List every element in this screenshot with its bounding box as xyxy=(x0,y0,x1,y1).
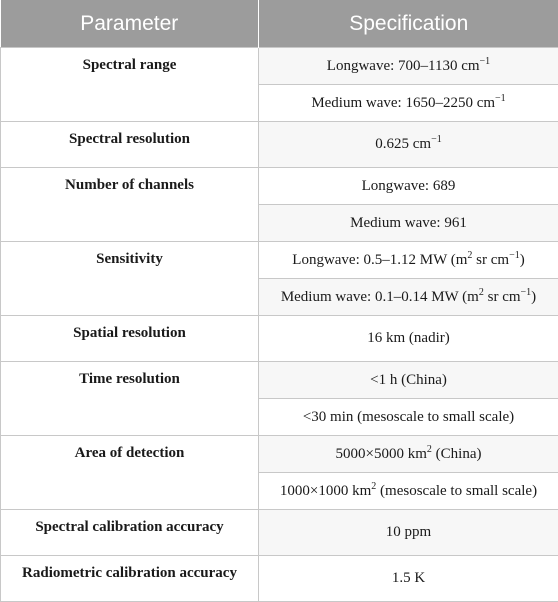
specification-cell xyxy=(259,436,558,473)
spec-text: 0.625 cm xyxy=(375,136,431,152)
spec-text: 1000×1000 km xyxy=(280,483,371,499)
spec-text: 10 ppm xyxy=(386,524,431,540)
spec-text: <1 h (China) xyxy=(370,372,447,388)
spec-superscript: −1 xyxy=(480,56,491,67)
table-row xyxy=(1,510,558,556)
spec-superscript: 2 xyxy=(371,481,376,492)
parameter-cell: Time resolution xyxy=(1,362,259,436)
spec-text: Longwave: 700–1130 cm xyxy=(327,58,480,74)
spec-text: 5000×5000 km xyxy=(336,446,427,462)
specification-cell xyxy=(259,473,558,510)
table-row xyxy=(1,48,558,85)
spec-superscript: 2 xyxy=(467,250,472,261)
spec-text: Medium wave: 0.1–0.14 MW (m xyxy=(281,289,479,305)
header-row xyxy=(1,0,558,48)
parameter-cell: Radiometric calibration accuracy xyxy=(1,556,259,602)
parameter-cell: Spatial resolution xyxy=(1,316,259,362)
specification-cell xyxy=(259,205,558,242)
spec-text: 1.5 K xyxy=(392,570,425,586)
spec-superscript: 2 xyxy=(479,287,484,298)
parameter-cell: Spectral range xyxy=(1,48,259,122)
table-header xyxy=(1,0,558,48)
spec-superscript: −1 xyxy=(495,93,506,104)
specification-cell xyxy=(259,399,558,436)
specification-cell xyxy=(259,316,558,362)
specification-cell xyxy=(259,510,558,556)
parameter-cell: Spectral resolution xyxy=(1,122,259,168)
spec-text: ) xyxy=(520,252,525,268)
specification-cell xyxy=(259,122,558,168)
spec-text: (mesoscale to small scale) xyxy=(376,483,537,499)
spec-text: Medium wave: 961 xyxy=(350,215,467,231)
spec-superscript: −1 xyxy=(521,287,532,298)
spec-text: sr cm xyxy=(484,289,521,305)
table-row xyxy=(1,242,558,279)
parameter-cell: Spectral calibration accuracy xyxy=(1,510,259,556)
spec-text: ) xyxy=(531,289,536,305)
specification-cell xyxy=(259,168,558,205)
parameter-cell: Number of channels xyxy=(1,168,259,242)
spec-text: 16 km (nadir) xyxy=(367,330,449,346)
spec-superscript: 2 xyxy=(427,444,432,455)
table-row xyxy=(1,168,558,205)
specification-cell xyxy=(259,556,558,602)
specification-cell xyxy=(259,362,558,399)
spec-text: sr cm xyxy=(472,252,509,268)
table-row xyxy=(1,122,558,168)
table-row xyxy=(1,362,558,399)
specification-cell xyxy=(259,279,558,316)
specification-cell xyxy=(259,48,558,85)
table-body xyxy=(1,48,558,602)
spec-superscript: −1 xyxy=(431,134,442,145)
table-row xyxy=(1,556,558,602)
parameter-cell: Sensitivity xyxy=(1,242,259,316)
parameter-cell: Area of detection xyxy=(1,436,259,510)
spec-text: Longwave: 689 xyxy=(362,178,456,194)
spec-text: Medium wave: 1650–2250 cm xyxy=(311,95,495,111)
header-parameter: Parameter xyxy=(1,0,259,48)
spec-text: (China) xyxy=(432,446,482,462)
specification-cell xyxy=(259,85,558,122)
table-row xyxy=(1,316,558,362)
spec-superscript: −1 xyxy=(509,250,520,261)
header-specification: Specification xyxy=(259,0,558,48)
specification-cell xyxy=(259,242,558,279)
table-row xyxy=(1,436,558,473)
spec-text: Longwave: 0.5–1.12 MW (m xyxy=(292,252,467,268)
spec-text: <30 min (mesoscale to small scale) xyxy=(303,409,514,425)
